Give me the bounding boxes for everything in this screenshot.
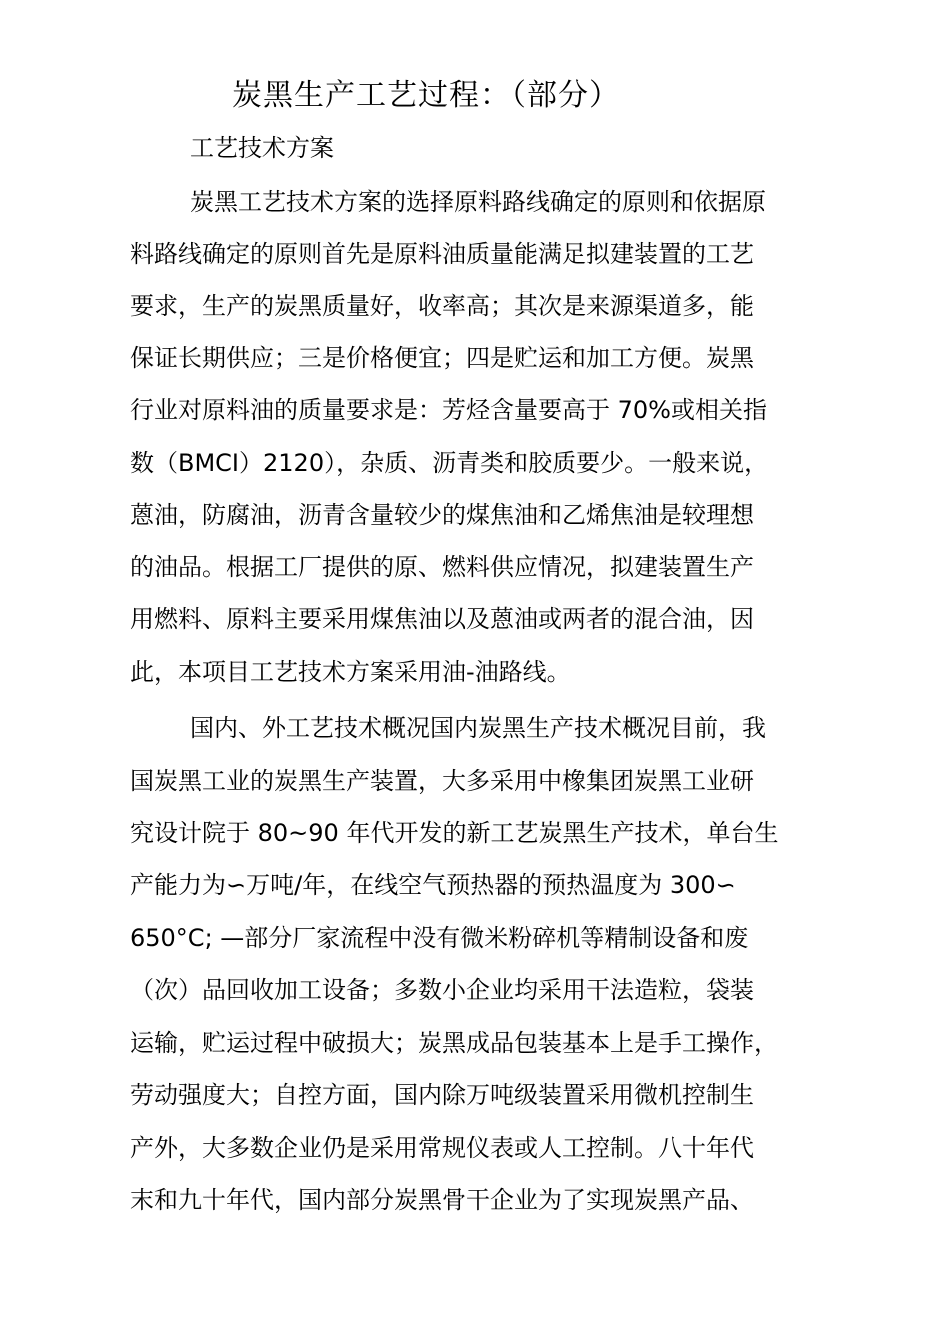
paragraph-line: 产能力为∽万吨/年，在线空气预热器的预热温度为 300∽ bbox=[130, 871, 736, 899]
paragraph-line: 保证长期供应；三是价格便宜；四是贮运和加工方便。炭黑 bbox=[130, 344, 754, 372]
paragraph-line: 数（BMCI）2120），杂质、沥青类和胶质要少。一般来说， bbox=[130, 449, 769, 477]
paragraph-line: 650°C; —部分厂家流程中没有微米粉碎机等精制设备和废 bbox=[130, 924, 749, 952]
paragraph-line: 炭黑工艺技术方案的选择原料路线确定的原则和依据原 bbox=[190, 188, 766, 216]
paragraph-line: 要求，生产的炭黑质量好，收率高；其次是来源渠道多，能 bbox=[130, 292, 754, 320]
paragraph-line: 的油品。根据工厂提供的原、燃料供应情况，拟建装置生产 bbox=[130, 553, 754, 581]
document-title: 炭黑生产工艺过程：（部分） bbox=[232, 78, 620, 113]
paragraph-line: 行业对原料油的质量要求是：芳烃含量要高于 70%或相关指 bbox=[130, 396, 767, 424]
paragraph-line: 用燃料、原料主要采用煤焦油以及蒽油或两者的混合油，因 bbox=[130, 605, 754, 633]
paragraph-line: 蒽油，防腐油，沥青含量较少的煤焦油和乙烯焦油是较理想 bbox=[130, 501, 754, 529]
paragraph-line: 产外，大多数企业仍是采用常规仪表或人工控制。八十年代 bbox=[130, 1134, 754, 1162]
paragraph-line: 究设计院于 80~90 年代开发的新工艺炭黑生产技术，单台生 bbox=[130, 819, 779, 847]
paragraph-line: 劳动强度大；自控方面，国内除万吨级装置采用微机控制生 bbox=[130, 1081, 754, 1109]
paragraph-line: 运输，贮运过程中破损大；炭黑成品包装基本上是手工操作， bbox=[130, 1029, 778, 1057]
paragraph-line: 国内、外工艺技术概况国内炭黑生产技术概况目前，我 bbox=[190, 714, 766, 742]
subheading: 工艺技术方案 bbox=[190, 134, 334, 162]
paragraph-line: 此，本项目工艺技术方案采用油-油路线。 bbox=[130, 658, 571, 686]
paragraph-line: 末和九十年代，国内部分炭黑骨干企业为了实现炭黑产品、 bbox=[130, 1186, 754, 1214]
paragraph-line: 料路线确定的原则首先是原料油质量能满足拟建装置的工艺 bbox=[130, 240, 754, 268]
paragraph-line: 国炭黑工业的炭黑生产装置，大多采用中橡集团炭黑工业研 bbox=[130, 767, 754, 795]
paragraph-line: （次）品回收加工设备；多数小企业均采用干法造粒，袋装 bbox=[130, 976, 754, 1004]
